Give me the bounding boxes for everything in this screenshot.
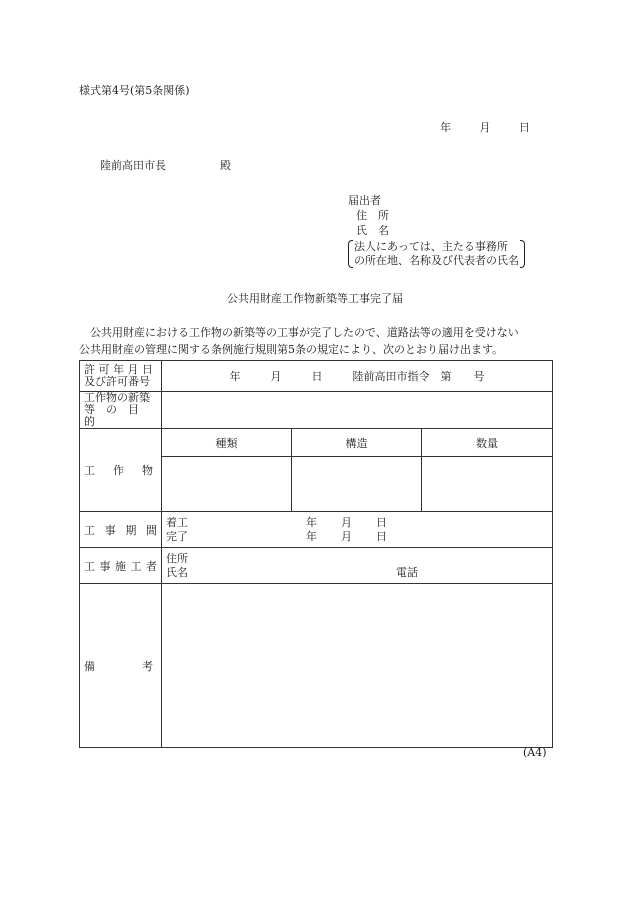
contractor-label: 工 事 施 工 者: [84, 559, 157, 573]
start-year: 年: [306, 515, 317, 529]
addressee-name: 陸前高田市長: [100, 159, 166, 172]
start-date-line: [166, 516, 548, 530]
start-label: 着工: [166, 515, 188, 529]
document-title: 公共用財産工作物新築等工事完了届: [227, 292, 403, 305]
contractor-name-line: [166, 566, 548, 580]
contractor-phone-label: 電話: [396, 565, 418, 579]
corporate-note: [348, 240, 525, 268]
end-date-line: [166, 530, 548, 544]
corporate-note-line1: 法人にあっては、主たる事務所: [354, 240, 508, 253]
end-month: 月: [341, 529, 352, 543]
remarks-label: 備 考: [84, 659, 153, 673]
permit-label-cell: [80, 361, 162, 392]
paper-size-note: (A4): [523, 746, 547, 759]
permit-day: 日: [311, 370, 323, 383]
form-number: 様式第4号(第5条関係): [79, 84, 190, 97]
permit-label-line1: 許 可 年 月 日: [84, 363, 153, 376]
submission-date: [440, 119, 530, 135]
addressee: [100, 157, 231, 173]
type-value-cell[interactable]: [162, 457, 292, 512]
col-structure: 構造: [292, 429, 422, 457]
purpose-label-cell: [80, 392, 162, 429]
quantity-value-cell[interactable]: [422, 457, 553, 512]
construction-period-row: [80, 512, 553, 548]
start-month: 月: [341, 515, 352, 529]
bracket-left: [348, 240, 353, 268]
date-month: 月: [479, 121, 491, 134]
corporate-note-line2: の所在地、名称及び代表者の氏名: [354, 254, 519, 267]
end-label: 完了: [166, 529, 188, 543]
body-line-1: 公共用財産における工作物の新築等の工事が完了したので、道路法等の適用を受けない: [79, 326, 519, 339]
body-text: [79, 324, 554, 358]
col-type: 種類: [162, 429, 292, 457]
start-day: 日: [376, 515, 387, 529]
permit-label-line2: 及び許可番号: [84, 375, 150, 388]
contractor-label-cell: [80, 548, 162, 584]
completion-form-table: [79, 360, 553, 748]
date-day: 日: [519, 121, 530, 134]
col-quantity: 数量: [422, 429, 553, 457]
permit-year: 年: [229, 370, 241, 383]
addressee-honorific: 殿: [220, 159, 231, 172]
period-label: 工 事 期 間: [84, 523, 157, 537]
structure-label: 工 作 物: [84, 464, 153, 477]
permit-number: 陸前高田市指令 第 号: [352, 370, 485, 383]
permit-month: 月: [270, 370, 282, 383]
purpose-value-cell[interactable]: [162, 392, 553, 429]
applicant-address-label: 住 所: [356, 209, 389, 222]
remarks-value-cell[interactable]: [162, 584, 553, 748]
remarks-row: [80, 584, 553, 748]
body-line-2: 公共用財産の管理に関する条例施行規則第5条の規定により、次のとおり届け出ます。: [79, 343, 504, 356]
contractor-address-label: 住所: [166, 551, 188, 565]
purpose-label-line1: 工作物の新築: [84, 391, 150, 404]
date-year: 年: [440, 121, 451, 134]
structure-label-cell: [80, 429, 162, 512]
structure-value-cell[interactable]: [292, 457, 422, 512]
applicant-label: 届出者: [348, 194, 381, 207]
purpose-label-line2: 等 の 目 的: [84, 403, 150, 428]
contractor-value-cell[interactable]: [162, 548, 553, 584]
applicant-block: [348, 193, 525, 268]
remarks-label-cell: [80, 584, 162, 748]
end-day: 日: [376, 529, 387, 543]
permit-value-cell[interactable]: [162, 361, 553, 392]
contractor-row: [80, 548, 553, 584]
period-label-cell: [80, 512, 162, 548]
purpose-row: [80, 392, 553, 429]
bracket-right: [520, 240, 525, 268]
applicant-name-label: 氏 名: [356, 224, 389, 237]
end-year: 年: [306, 529, 317, 543]
permit-value: [166, 368, 548, 384]
contractor-name-label: 氏名: [166, 565, 188, 579]
permit-row: [80, 361, 553, 392]
period-value-cell[interactable]: [162, 512, 553, 548]
structure-header-row: [80, 429, 553, 457]
